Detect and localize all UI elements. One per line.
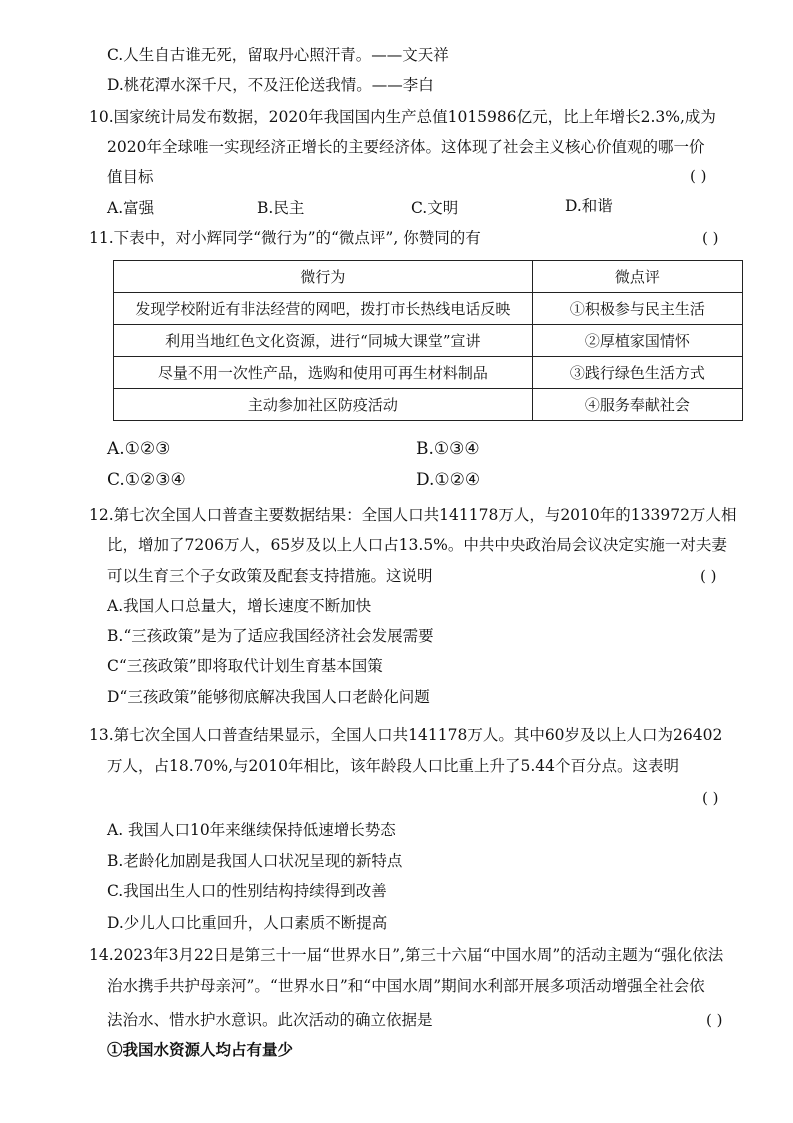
q12-answer-paren: ( ) xyxy=(700,567,717,585)
q13-option-b: B.老龄化加剧是我国人口状况呈现的新特点 xyxy=(107,852,403,870)
q11-option-b: B.①③④ xyxy=(416,439,480,459)
table-cell-behavior: 发现学校附近有非法经营的网吧，拨打市长热线电话反映 xyxy=(114,293,533,325)
table-cell-behavior: 利用当地红色文化资源，进行“同城大课堂”宣讲 xyxy=(114,325,533,357)
table-cell-comment: ②厚植家国情怀 xyxy=(532,325,742,357)
q10-option-a: A.富强 xyxy=(107,199,155,217)
q10-option-d: D.和谐 xyxy=(565,197,613,215)
q12-stem-line1: 12.第七次全国人口普查主要数据结果：全国人口共141178万人，与2010年的133972万人相 xyxy=(89,506,737,524)
q10-answer-paren: ( ) xyxy=(690,167,707,185)
q12-option-c: C“三孩政策”即将取代计划生育基本国策 xyxy=(107,657,383,675)
q11-answer-paren: ( ) xyxy=(702,229,719,247)
q13-option-c: C.我国出生人口的性别结构持续得到改善 xyxy=(107,882,387,900)
q13-option-a: A. 我国人口10年来继续保持低速增长势态 xyxy=(107,821,396,839)
q12-stem-line2: 比，增加了7206万人，65岁及以上人口占13.5%。中共中央政治局会议决定实施一对夫妻 xyxy=(107,536,727,554)
q11-table xyxy=(113,260,743,421)
q13-stem-line1: 13.第七次全国人口普查结果显示，全国人口共141178万人。其中60岁及以上人口为26402 xyxy=(89,726,723,744)
q11-option-d: D.①②④ xyxy=(416,470,481,490)
q12-option-b: B.“三孩政策”是为了适应我国经济社会发展需要 xyxy=(107,627,434,645)
q14-item-1: ①我国水资源人均占有量少 xyxy=(107,1040,294,1059)
q13-answer-paren: ( ) xyxy=(702,789,719,807)
q14-stem-line3: 法治水、惜水护水意识。此次活动的确立依据是 xyxy=(107,1011,433,1029)
table-header-comment: 微点评 xyxy=(532,261,742,293)
table-cell-comment: ①积极参与民主生活 xyxy=(532,293,742,325)
q9-option-c: C.人生自古谁无死，留取丹心照汗青。——文天祥 xyxy=(107,46,449,64)
q14-stem-line1: 14.2023年3月22日是第三十一届“世界水日”,第三十六届“中国水周”的活动主题为“强化依法 xyxy=(89,946,724,964)
table-cell-behavior: 主动参加社区防疫活动 xyxy=(114,389,533,421)
q14-stem-line2: 治水携手共护母亲河”。“世界水日”和“中国水周”期间水利部开展多项活动增强全社会依 xyxy=(107,977,705,995)
table-cell-behavior: 尽量不用一次性产品，选购和使用可再生材料制品 xyxy=(114,357,533,389)
q10-option-c: C.文明 xyxy=(411,199,459,217)
q12-option-a: A.我国人口总量大，增长速度不断加快 xyxy=(107,597,372,615)
q9-option-d: D.桃花潭水深千尺，不及汪伦送我情。——李白 xyxy=(107,76,434,94)
table-row xyxy=(114,293,743,325)
q13-option-d: D.少儿人口比重回升，人口素质不断提高 xyxy=(107,914,388,932)
q12-option-d: D“三孩政策”能够彻底解决我国人口老龄化问题 xyxy=(107,688,430,706)
table-header-row xyxy=(114,261,743,293)
table-row xyxy=(114,357,743,389)
table-row xyxy=(114,325,743,357)
q14-answer-paren: ( ) xyxy=(706,1011,723,1029)
q10-stem-line2: 2020年全球唯一实现经济正增长的主要经济体。这体现了社会主义核心价值观的哪一价 xyxy=(107,138,705,156)
q10-option-b: B.民主 xyxy=(257,199,305,217)
table-row xyxy=(114,389,743,421)
table-header-behavior: 微行为 xyxy=(114,261,533,293)
q10-stem-line3: 值目标 xyxy=(107,168,154,186)
q11-stem: 11.下表中，对小辉同学“微行为”的“微点评”, 你赞同的有 xyxy=(89,229,481,247)
q12-stem-line3: 可以生育三个子女政策及配套支持措施。这说明 xyxy=(107,567,433,585)
table-cell-comment: ④服务奉献社会 xyxy=(532,389,742,421)
q13-stem-line2: 万人，占18.70%,与2010年相比，该年龄段人口比重上升了5.44个百分点。这表明 xyxy=(107,757,679,775)
q11-option-c: C.①②③④ xyxy=(107,470,186,490)
table-cell-comment: ③践行绿色生活方式 xyxy=(532,357,742,389)
q10-stem-line1: 10.国家统计局发布数据，2020年我国国内生产总值1015986亿元，比上年增长2.3%,成为 xyxy=(89,108,716,126)
q11-option-a: A.①②③ xyxy=(107,439,171,459)
